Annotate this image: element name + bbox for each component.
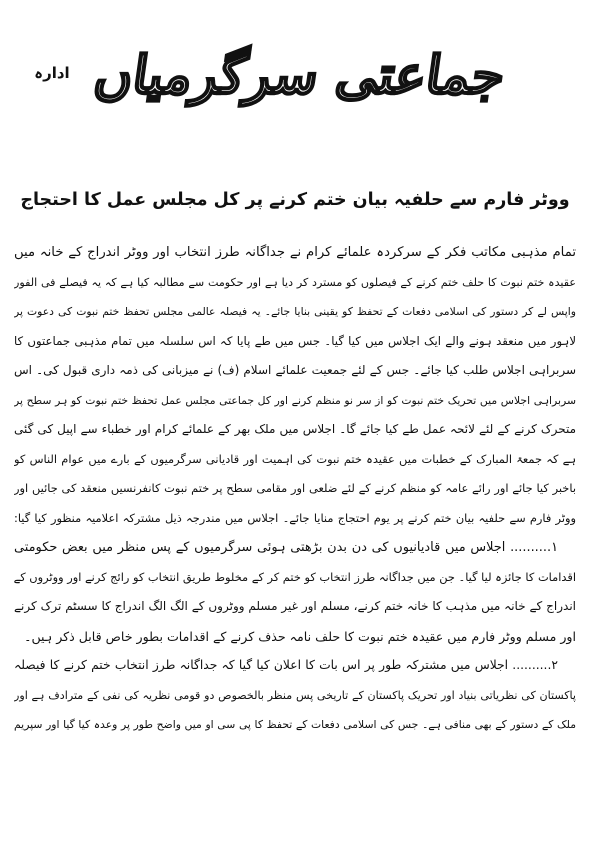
body-line: سربراہی اجلاس طلب کیا جائے۔ جس کے لئے جمعیت علمائے اسلام (ف) نے میزبانی کی ذمہ داری قبول کی۔ اس — [14, 363, 576, 377]
body-line: باخبر کیا جائے اور رائے عامہ کو منظم کرنے کے لئے ضلعی اور مقامی سطح پر ختم نبوت کانفرنسیں منعقد کی جائیں اور — [14, 481, 576, 495]
article-body — [14, 238, 576, 740]
body-line: ہے کہ جمعۃ المبارک کے خطبات میں عقیدہ ختم نبوت کی اہمیت اور قادیانی سرگرمیوں کے بارے میں عوام الناس کو — [14, 451, 576, 466]
section-title-calligraphy: جماعتی سرگرمیاں — [90, 44, 510, 106]
body-line: ملک کے دستور کے بھی منافی ہے۔ جس کی اسلامی دفعات کے تحفظ کا پی سی او میں واضح طور پر وعدہ کیا گیا اور سپریم — [14, 718, 576, 731]
body-line: تمام مذہبی مکاتب فکر کے سرکردہ علمائے کرام نے جداگانہ طرز انتخاب اور ووٹر اندراج کے خانہ میں — [14, 245, 576, 260]
resolution-point-1: ۱.......... اجلاس میں قادیانیوں کی دن بدن بڑھتی ہوئی سرگرمیوں کے پس منظر میں بعض حکومتی — [14, 540, 558, 555]
body-line: سربراہی اجلاس میں تحریک ختم نبوت کو از سر نو منظم کرنے اور کل جماعتی مجلس عمل تحفظ ختم نبوت کو ہر سطح پر — [14, 393, 576, 407]
body-line: عقیدہ ختم نبوت کا حلف ختم کرنے کے فیصلوں کو مسترد کر دیا ہے اور حکومت سے مطالبہ کیا ہے کہ یہ فیصلے فی الفور — [14, 275, 576, 289]
body-line: ووٹر فارم سے حلفیہ بیان ختم کرنے پر یوم احتجاج منایا جائے۔ اجلاس میں مندرجہ ذیل مشترکہ اعلامیہ منظور کیا گیا: — [14, 510, 576, 525]
body-line: اقدامات کا جائزہ لیا گیا۔ جن میں جداگانہ طرز انتخاب کو ختم کر کے مخلوط طریق انتخاب کو رائج کرنے اور ووٹروں کے — [14, 569, 576, 584]
body-line: واپس لے کر دستور کی اسلامی دفعات کے تحفظ کو یقینی بنایا جائے۔ یہ فیصلہ عالمی مجلس تحفظ ختم نبوت کی دعوت پر — [14, 305, 576, 318]
resolution-point-2: ۲.......... اجلاس میں مشترکہ طور پر اس بات کا اعلان کیا گیا کہ جداگانہ طرز انتخاب ختم کرنے کا فیصلہ — [14, 658, 558, 672]
article-headline: ووٹر فارم سے حلفیہ بیان ختم کرنے پر کل مجلس عمل کا احتجاج — [20, 190, 570, 210]
body-line: اور مسلم ووٹر فارم میں عقیدہ ختم نبوت کا حلف نامہ حذف کرنے کے اقدامات بطور خاص قابل ذکر ہیں۔ — [24, 628, 576, 644]
body-line: متحرک کرنے کے لئے لائحہ عمل طے کیا جائے گا۔ اجلاس میں ملک بھر کے علمائے کرام اور خطباء سے اپیل کی گئی — [14, 422, 576, 436]
section-masthead — [90, 40, 510, 110]
body-line: لاہور میں منعقد ہونے والے ایک اجلاس میں کیا گیا۔ جس میں طے پایا کہ اس سلسلہ میں تمام مذہبی جماعتوں کا — [14, 333, 576, 348]
body-line: اندراج کے خانہ میں مذہب کا خانہ ختم کرنے، مسلم اور غیر مسلم ووٹروں کے الگ الگ اندراج کا سسٹم ترک کرنے — [14, 599, 576, 613]
body-line: پاکستان کی نظریاتی بنیاد اور تحریک پاکستان کے تاریخی پس منظر بالخصوص دو قومی نظریہ کی نفی کے مترادف ہے اور — [14, 688, 576, 702]
author-byline: ادارہ — [34, 64, 70, 82]
